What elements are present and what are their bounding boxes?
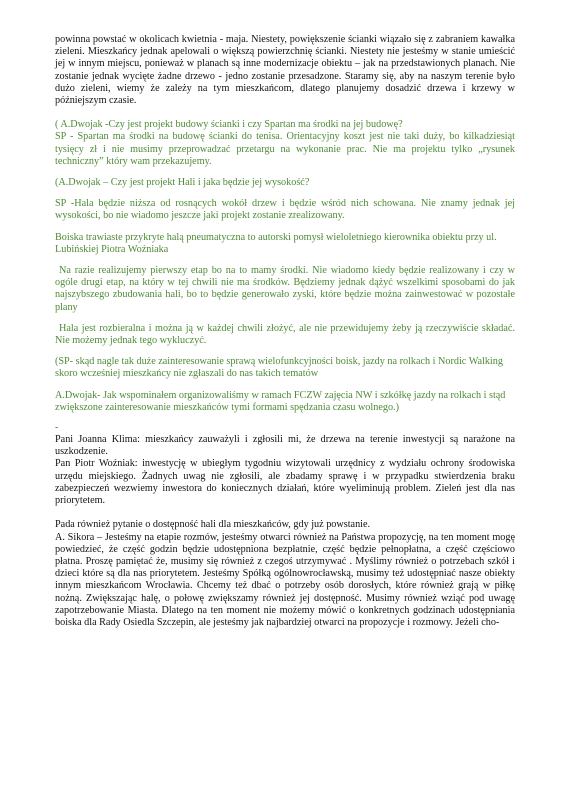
document-page	[55, 34, 515, 629]
paragraph-access-question: Pada również pytanie o dostępność hali dla mieszkańców, gdy już powstanie.	[55, 519, 371, 531]
paragraph-demountable: Hala jest rozbieralna i można ją w każdej chwili złożyć, ale nie przewidujemy żeby ją rzeczywiście składać. Nie możemy jednak tego wykluczyć.	[55, 322, 515, 347]
paragraph-question-hall: (A.Dwojak – Czy jest projekt Hali i jaka będzie jej wysokość?	[55, 177, 310, 189]
paragraph-fields: Boiska trawiaste przykryte halą pneumatyczna to autorski pomysł wieloletniego kierownika obiektu przy ul. Lubińskiej Piotra Woźniaka	[55, 231, 497, 255]
dash-marker: -	[55, 422, 59, 434]
paragraph-klima: Pani Joanna Klima: mieszkańcy zauważyli i zgłosili mi, że drzewa na terenie inwestycji są narażone na uszkodzenie.	[55, 434, 515, 458]
paragraph-answer-climbing-wall: SP - Spartan ma środki na budowę ścianki do tenisa. Orientacyjny koszt jest nie taki duży, bo kilkadziesiąt tysięcy zł i nie musimy przeprowadzać przetargu na wykonanie prac. Nie ma projektu tylko „rysunek techniczny” który wam przekazujemy.	[55, 131, 515, 167]
paragraph-wozniak: Pan Piotr Woźniak: inwestycję w ubiegłym tygodniu wizytowali urzędnicy z wydziału ochrony środowiska urzędu miejskiego. Żadnych uwag nie zgłosili, ale zbadamy sprawę i w przypadku stwierdzenia braku zabezpieczeń wezwiemy inwestora do koniecznych działań, które wyeliminują problem. Zieleń jest dla nas priorytetem.	[55, 458, 515, 507]
paragraph-stage-one: Na razie realizujemy pierwszy etap bo na to mamy środki. Nie wiadomo kiedy będzie realizowany i czy w ogóle drugi etap, na który w tej chwili nie ma środków. Będziemy jednak dążyć wszelkimi sposobami do jak najszybszego zbudowania hali, bo to będzie generowało zyski, które będzie można zainwestować w pozostałe plany	[55, 265, 515, 313]
paragraph-answer-interest: A.Dwojak- Jak wspominałem organizowaliśmy w ramach FCZW zajęcia NW i szkółkę jazdy na rolkach i stąd zwiększone zainteresowanie mieszkańców tymi formami spędzania czasu wolnego.)	[55, 389, 506, 413]
paragraph-question-climbing-wall: ( A.Dwojak -Czy jest projekt budowy ścianki i czy Spartan ma środki na jej budowę?	[55, 119, 403, 131]
paragraph-intro: powinna powstać w okolicach kwietnia - maja. Niestety, powiększenie ścianki wiązało się z zabraniem kawałka zieleni. Mieszkańcy jednak apelowali o większą powierzchnię ścianki. Niestety nie jesteśmy w stanie umieścić jej w innym miejscu, ponieważ w planach są inne modernizacje obiektu – jak na przedstawionych planach. Nie zostanie jednak wycięte żadne drzewo - jedno zostanie przesadzone. Staramy się, aby na naszym terenie było dużo zieleni, wiemy że zależy na tym mieszkańcom, dlatego planujemy dosadzić drzewa i krzewy w późniejszym czasie.	[55, 34, 515, 107]
paragraph-question-interest: (SP- skąd nagle tak duże zainteresowanie sprawą wielofunkcyjności boisk, jazdy na rolkach i Nordic Walking skoro wcześniej mieszkańcy nie zgłaszali do nas takich tematów	[55, 356, 503, 380]
paragraph-answer-hall: SP -Hala będzie niższa od rosnących wokół drzew i będzie wśród nich schowana. Nie znamy jednak jej wysokości, bo nie wiadomo jeszcze jaki projekt zostanie zrealizowany.	[55, 198, 515, 222]
paragraph-sikora: A. Sikora – Jesteśmy na etapie rozmów, jesteśmy otwarci również na Państwa propozycję, na ten moment mogę powiedzieć, że część godzin będzie udostępniona bezpłatnie, część będzie pełnopłatna, a część częściowo płatna. Proszę pamiętać że, musimy się również z czegoś utrzymywać . Myślimy również o potrzebach szkół i dzieci które są dla nas priorytetem. Jesteśmy Spółką ogólnowrocławską, musimy też udostępniać nasze obiekty innym mieszkańcom Wrocławia. Chcemy też dbać o potrzeby osób dorosłych, które również grają w piłkę nożną. Zwiększając halę, o połowę zwiększamy również jej dostępność. Musimy również wziąć pod uwagę zapotrzebowanie Miasta. Dlatego na ten moment nie możemy mówić o konkretnych godzinach udostępniania boiska dla Rady Osiedla Szczepin, ale jesteśmy jak najbardziej otwarci na propozycje i rozmowy. Jeżeli cho-	[55, 531, 515, 628]
